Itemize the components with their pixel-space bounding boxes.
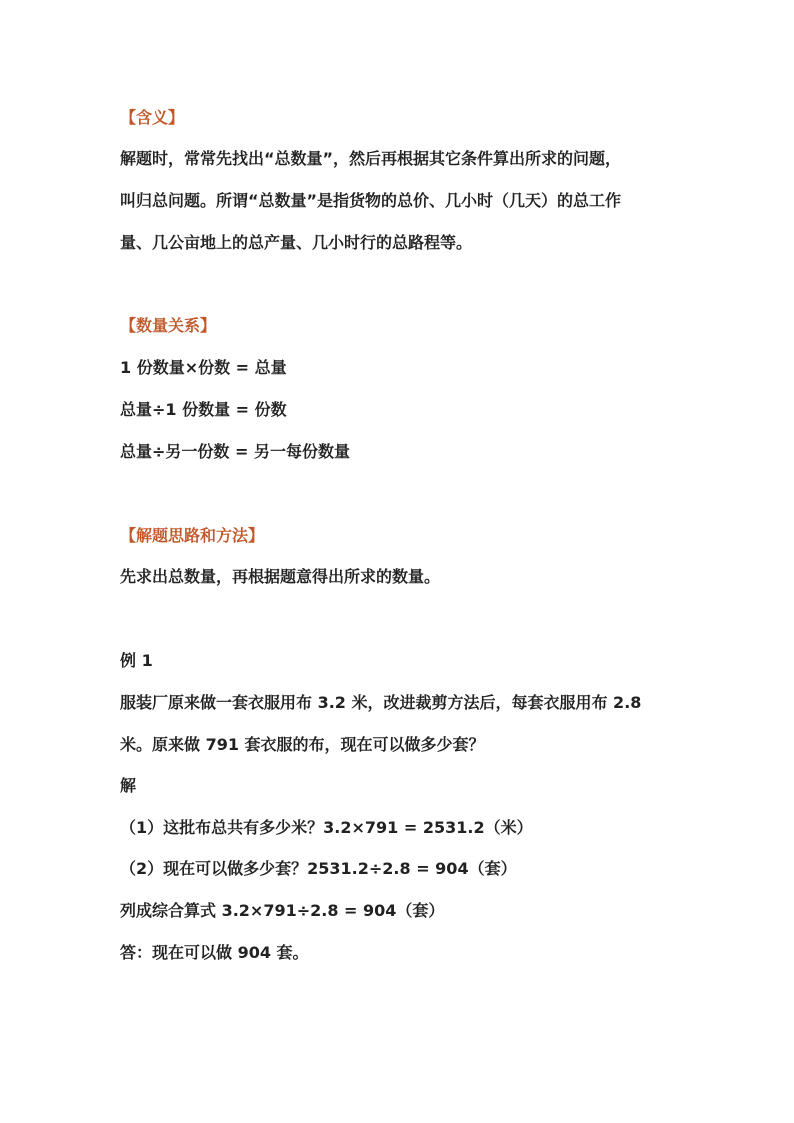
example-problem-line-2: 米。原来做 791 套衣服的布，现在可以做多少套？ — [120, 735, 485, 754]
answer: 答：现在可以做 904 套。 — [120, 943, 309, 962]
method-heading: 【解题思路和方法】 — [120, 526, 265, 545]
relation-formula-1: 1 份数量×份数 = 总量 — [120, 358, 287, 377]
method-text: 先求出总数量，再根据题意得出所求的数量。 — [120, 567, 441, 586]
solution-step-2: （2）现在可以做多少套？2531.2÷2.8 = 904（套） — [120, 859, 517, 878]
solution-label: 解 — [120, 776, 137, 795]
relation-formula-3: 总量÷另一份数 = 另一每份数量 — [120, 442, 350, 461]
relation-formula-2: 总量÷1 份数量 = 份数 — [120, 400, 287, 419]
meaning-line-3: 量、几公亩地上的总产量、几小时行的总路程等。 — [120, 233, 473, 252]
combined-formula: 列成综合算式 3.2×791÷2.8 = 904（套） — [120, 901, 445, 920]
relations-heading: 【数量关系】 — [120, 316, 217, 335]
example-title: 例 1 — [120, 651, 153, 670]
example-problem-line-1: 服装厂原来做一套衣服用布 3.2 米，改进裁剪方法后，每套衣服用布 2.8 — [120, 693, 642, 712]
solution-step-1: （1）这批布总共有多少米？3.2×791 = 2531.2（米） — [120, 818, 533, 837]
meaning-line-2: 叫归总问题。所谓“总数量”是指货物的总价、几小时（几天）的总工作 — [120, 191, 622, 210]
meaning-heading: 【含义】 — [120, 108, 185, 127]
meaning-line-1: 解题时，常常先找出“总数量”，然后再根据其它条件算出所求的问题， — [120, 149, 622, 168]
